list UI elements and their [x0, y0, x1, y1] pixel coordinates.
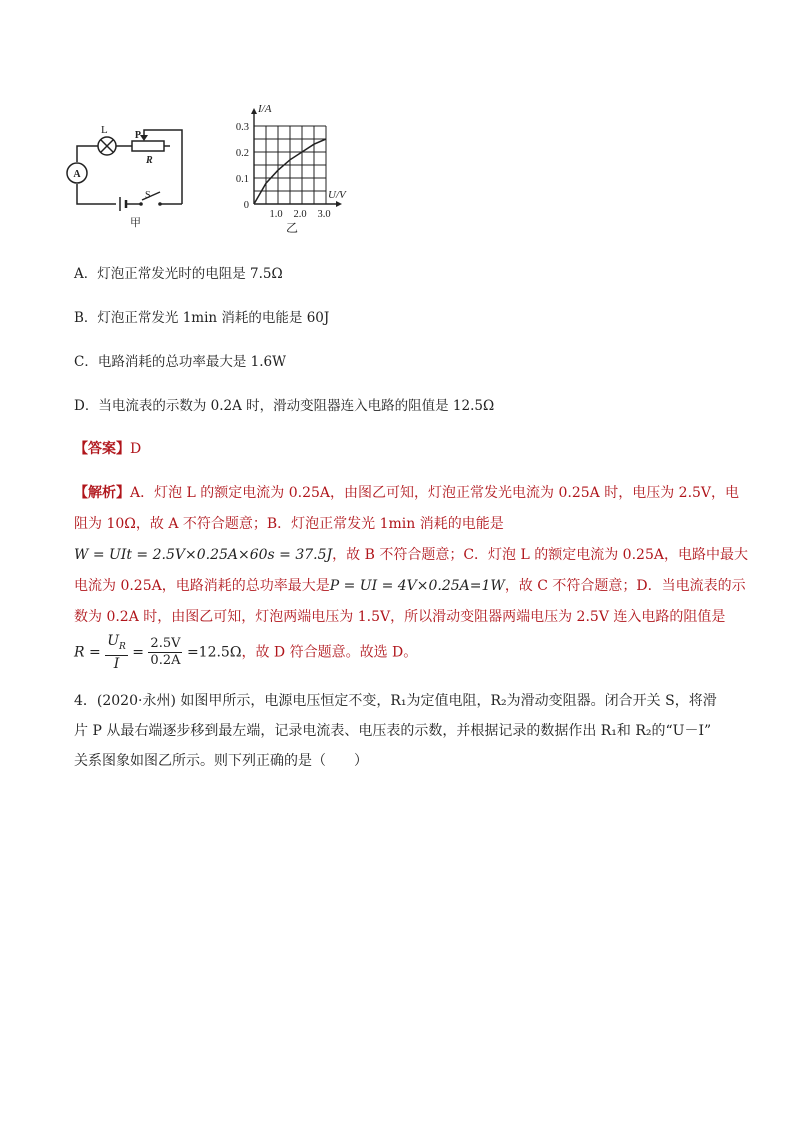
question-4-line-2: 片 P 从最右端逐步移到最左端，记录电流表、电压表的示数，并根据记录的数据作出 R₁和 R₂的“U－I”: [74, 723, 712, 739]
iu-graph: [222, 100, 372, 235]
y-tick-label: 0.1: [235, 174, 249, 185]
analysis-line-3: W = UIt = 2.5V×0.25A×60s = 37.5J，故 B 不符合题意；C．灯泡 L 的额定电流为 0.25A，电路中最大: [74, 547, 748, 563]
y-tick-label: 0.2: [235, 148, 249, 159]
rheostat-symbol: [132, 141, 164, 151]
ammeter-label: A: [73, 169, 81, 180]
fraction-ur-over-i: $\frac{U_R}{I}$: [107, 633, 126, 672]
circuit-caption: 甲: [130, 217, 141, 229]
option-c: C．电路消耗的总功率最大是 1.6W: [74, 354, 286, 370]
analysis-line-6: R = $\frac{U_R}{I}$ = $\frac{2.5V}{0.2A}$ =12.5Ω，故 D 符合题意。故选 D。: [74, 633, 418, 672]
x-axis-arrow: [336, 201, 342, 207]
answer-tag: 【答案】: [74, 441, 130, 457]
lamp-symbol: [98, 137, 116, 155]
battery-symbol: [120, 197, 126, 211]
analysis-line-1: 【解析】A．灯泡 L 的额定电流为 0.25A，由图乙可知，灯泡正常发光电流为 0.25A 时，电压为 2.5V，电: [74, 485, 740, 501]
answer-line: [74, 438, 141, 458]
y-axis-arrow: [251, 108, 257, 114]
energy-formula: W = UIt = 2.5V×0.25A×60s = 37.5J: [74, 547, 333, 563]
x-tick-label: 3.0: [317, 209, 331, 220]
question-4: [74, 686, 717, 776]
resistor-label: R: [146, 155, 153, 166]
power-formula: P = UI = 4V×0.25A=1W: [329, 578, 505, 594]
y-axis-label: I/A: [258, 103, 272, 115]
slider-label: P: [134, 130, 141, 141]
x-axis-label: U/V: [328, 189, 346, 201]
option-d: D．当电流表的示数为 0.2A 时，滑动变阻器连入电路的阻值是 12.5Ω: [74, 398, 495, 414]
fraction-values: $\frac{2.5V}{0.2A}$: [150, 635, 181, 668]
option-b: B．灯泡正常发光 1min 消耗的电能是 60J: [74, 310, 330, 326]
analysis-line-5: 数为 0.2A 时，由图乙可知，灯泡两端电压为 1.5V，所以滑动变阻器两端电压为 2.5V 连入电路的阻值是: [74, 609, 726, 625]
circuit-diagram: [60, 118, 200, 238]
x-tick-label: 2.0: [293, 209, 307, 220]
answer-value: D: [130, 441, 142, 457]
question-4-line-1: 4．(2020·永州) 如图甲所示，电源电压恒定不变，R₁为定值电阻，R₂为滑动变阻器。闭合开关 S，将滑: [74, 693, 717, 709]
analysis-tag: 【解析】: [74, 485, 130, 501]
lamp-label: L: [101, 124, 108, 136]
graph-caption: 乙: [285, 221, 299, 235]
switch-label: S: [145, 190, 151, 201]
analysis-line-4: 电流为 0.25A，电路消耗的总功率最大是P = UI = 4V×0.25A=1W，故 C 不符合题意；D．当电流表的示: [74, 578, 746, 594]
x-tick-label: 1.0: [269, 209, 283, 220]
resistance-result: =12.5Ω: [186, 644, 242, 661]
question-4-line-3: 关系图象如图乙所示。则下列正确的是（ ）: [74, 753, 368, 769]
y-tick-label: 0: [243, 200, 249, 211]
option-a: A．灯泡正常发光时的电阻是 7.5Ω: [74, 266, 283, 282]
analysis-line-2: 阻为 10Ω，故 A 不符合题意；B．灯泡正常发光 1min 消耗的电能是: [74, 516, 504, 532]
y-tick-label: 0.3: [235, 122, 249, 133]
analysis-block: [74, 478, 748, 672]
